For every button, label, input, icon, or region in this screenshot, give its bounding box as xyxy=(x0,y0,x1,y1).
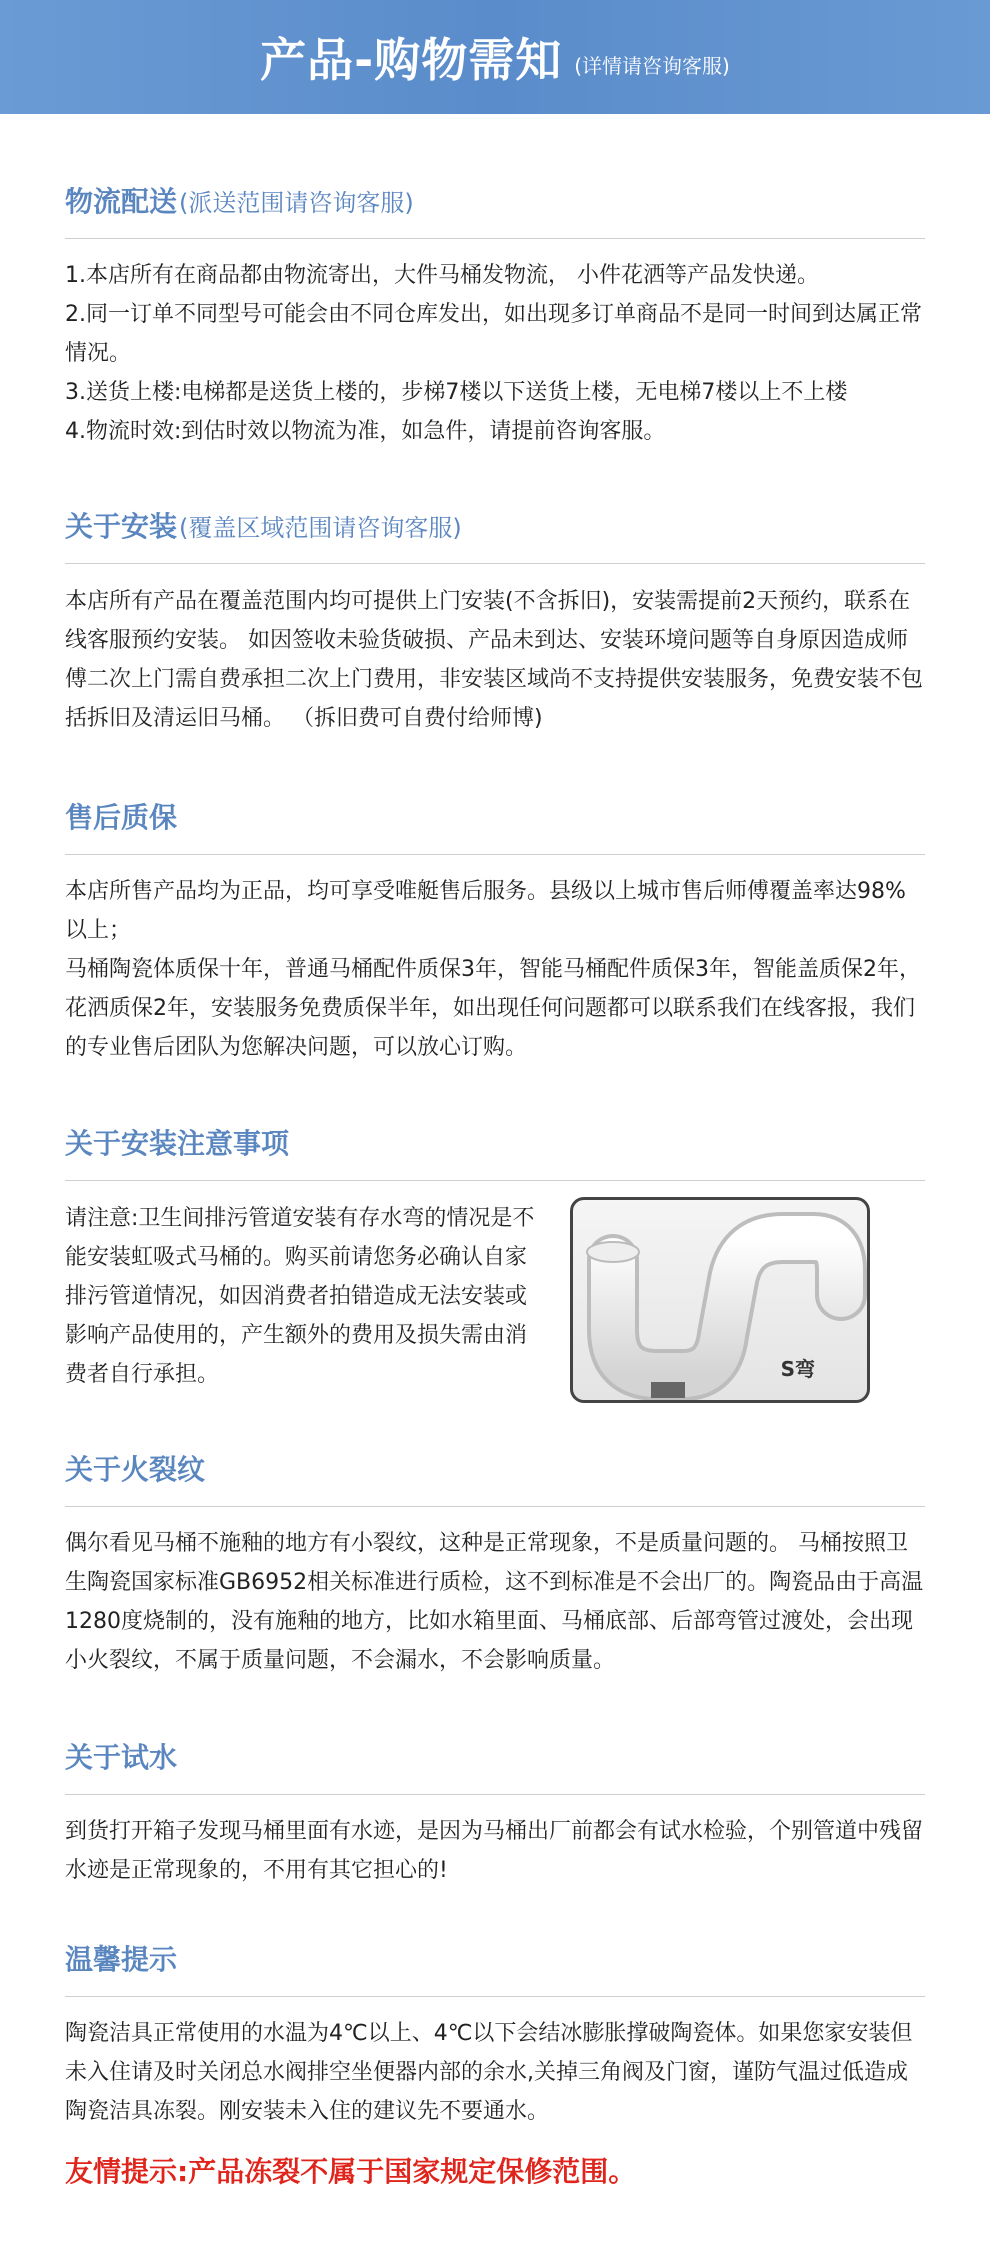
installation-text: 本店所有产品在覆盖范围内均可提供上门安装(不含拆旧)，安装需提前2天预约，联系在线客服预约安装。 如因签收未验货破损、产品未到达、安装环境问题等自身原因造成师傅二次上门需自费承担二次上门费用，非安装区域尚不支持提供安装服务，免费安装不包括拆旧及清运旧马桶。 （拆旧费可自费付给师博) xyxy=(65,589,924,731)
logistics-line-2: 2.同一订单不同型号可能会由不同仓库发出，如出现多订单商品不是同一时间到达属正常情况。 xyxy=(65,302,922,366)
warranty-divider xyxy=(65,854,925,855)
cracks-text: 偶尔看见马桶不施釉的地方有小裂纹，这种是正常现象，不是质量问题的。 马桶按照卫生陶瓷国家标准GB6952相关标准进行质检，这不到标准是不会出厂的。陶瓷品由于高温1280度烧制的，没有施釉的地方，比如水箱里面、马桶底部、后部弯管过渡处，会出现小火裂纹，不属于质量问题，不会漏水，不会影响质量。 xyxy=(65,1531,924,1673)
tips-text: 陶瓷洁具正常使用的水温为4℃以上、4℃以下会结冰膨胀撑破陶瓷体。如果您家安装但未入住请及时关闭总水阀排空坐便器内部的余水,关掉三角阀及门窗，谨防气温过低造成陶瓷洁具冻裂。刚安装未入住的建议先不要通水。 xyxy=(65,2021,913,2124)
page-header xyxy=(0,0,990,114)
s-trap-pipe-icon xyxy=(573,1200,867,1400)
water-test-title xyxy=(65,1736,177,1776)
install-notice-title xyxy=(65,1122,289,1162)
cracks-title xyxy=(65,1448,205,1488)
tips-title-text: 温馨提示 xyxy=(65,1943,178,1976)
page-subtitle: (详情请咨询客服) xyxy=(574,53,730,78)
installation-note: (覆盖区域范围请咨询客服) xyxy=(179,514,462,542)
installation-body xyxy=(65,582,925,738)
logistics-line-1: 1.本店所有在商品都由物流寄出，大件马桶发物流， 小件花洒等产品发快递。 xyxy=(65,263,819,288)
s-trap-image xyxy=(570,1197,870,1403)
page-title: 产品-购物需知 xyxy=(260,33,563,87)
tips-title xyxy=(65,1938,177,1978)
logistics-title xyxy=(65,180,414,220)
logistics-divider xyxy=(65,238,925,239)
s-trap-label: S弯 xyxy=(780,1357,815,1381)
installation-title-text: 关于安装 xyxy=(65,510,178,543)
water-test-text: 到货打开箱子发现马桶里面有水迹，是因为马桶出厂前都会有试水检验，个别管道中残留水迹是正常现象的，不用有其它担心的! xyxy=(65,1819,924,1883)
logistics-title-text: 物流配送 xyxy=(65,185,178,218)
install-notice-body xyxy=(65,1199,545,1394)
water-test-title-text: 关于试水 xyxy=(65,1741,178,1774)
warranty-line-2: 马桶陶瓷体质保十年，普通马桶配件质保3年，智能马桶配件质保3年，智能盖质保2年，花洒质保2年，安装服务免费质保半年，如出现任何问题都可以联系我们在线客报，我们的专业售后团队为您解决问题，可以放心订购。 xyxy=(65,957,921,1060)
cracks-divider xyxy=(65,1506,925,1507)
logistics-line-3: 3.送货上楼:电梯都是送货上楼的，步梯7楼以下送货上楼，无电梯7楼以上不上楼 xyxy=(65,380,848,405)
water-test-divider xyxy=(65,1794,925,1795)
warranty-title xyxy=(65,796,177,836)
tips-divider xyxy=(65,1996,925,1997)
warranty-title-text: 售后质保 xyxy=(65,801,178,834)
cracks-title-text: 关于火裂纹 xyxy=(65,1453,206,1486)
freeze-warning: 友情提示:产品冻裂不属于国家规定保修范围。 xyxy=(65,2155,637,2188)
logistics-body xyxy=(65,256,925,451)
cracks-body xyxy=(65,1524,925,1680)
install-notice-divider xyxy=(65,1180,925,1181)
logistics-line-4: 4.物流时效:到估时效以物流为准，如急件，请提前咨询客服。 xyxy=(65,419,666,444)
warranty-line-1: 本店所售产品均为正品，均可享受唯艇售后服务。县级以上城市售后师傅覆盖率达98%以上； xyxy=(65,879,906,943)
warranty-body xyxy=(65,872,925,1067)
installation-title xyxy=(65,505,462,545)
install-notice-title-text: 关于安装注意事项 xyxy=(65,1127,290,1160)
water-test-body xyxy=(65,1812,925,1890)
install-notice-text: 请注意:卫生间排污管道安装有存水弯的情况是不能安装虹吸式马桶的。购买前请您务必确认自家排污管道情况，如因消费者拍错造成无法安装或影响产品使用的，产生额外的费用及损失需由消费者自行承担。 xyxy=(65,1206,535,1387)
tips-body xyxy=(65,2014,925,2131)
installation-divider xyxy=(65,563,925,564)
logistics-note: (派送范围请咨询客服) xyxy=(179,189,414,217)
